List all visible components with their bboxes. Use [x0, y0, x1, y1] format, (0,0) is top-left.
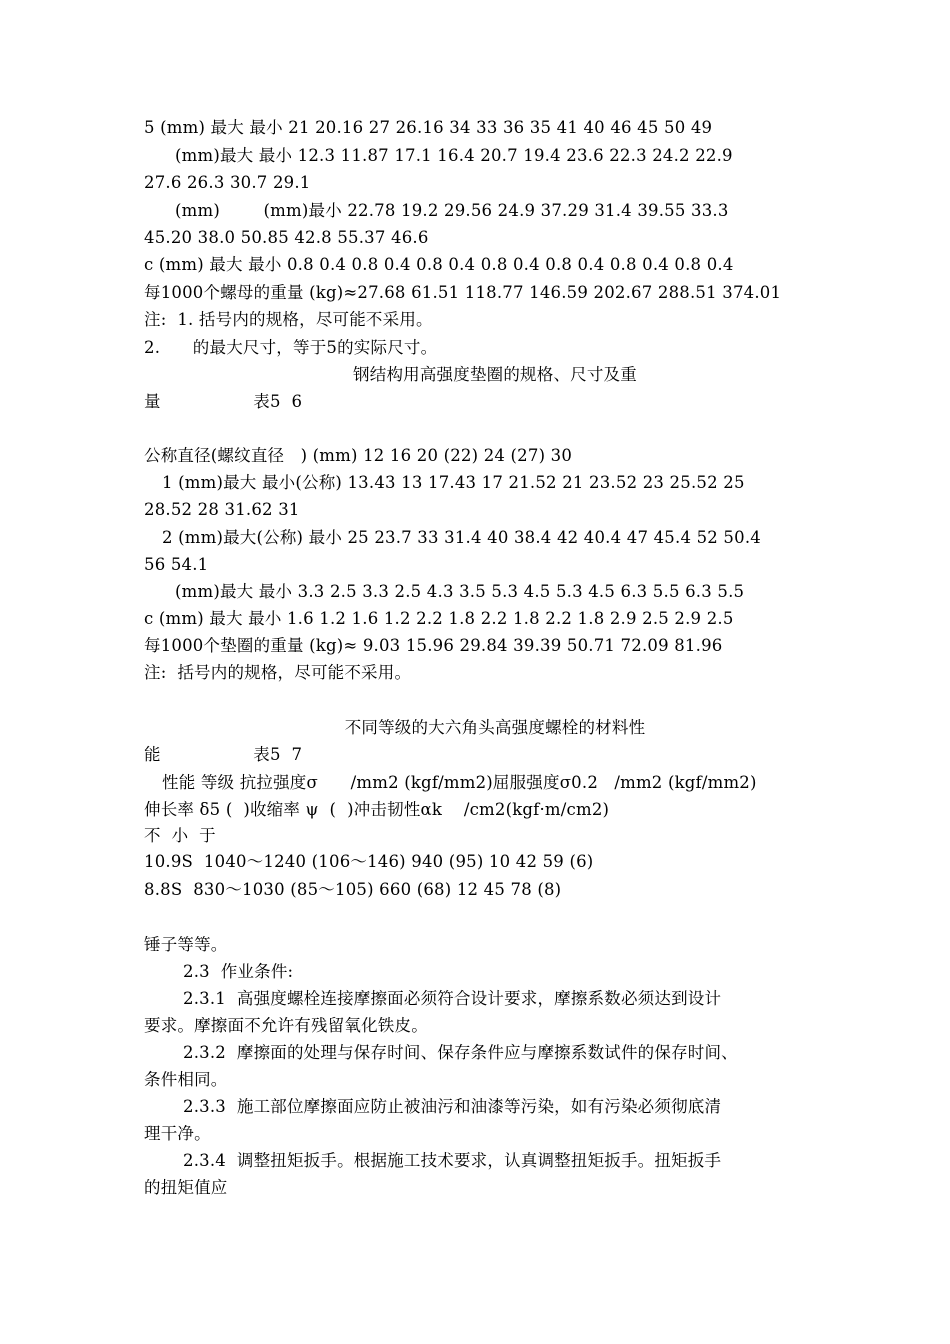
washer-table-title-line2: 量 表5 6: [144, 392, 303, 411]
washer-table-weight: 每1000个垫圈的重量 (kg)≈ 9.03 15.96 29.84 39.39 50.71 72.09 81.96: [144, 636, 723, 655]
washer-table-row-c: c (mm) 最大 最小 1.6 1.2 1.6 1.2 2.2 1.8 2.2 1.8 2.2 1.8 2.9 2.5 2.9 2.5: [144, 609, 734, 628]
washer-table-row-d2-line2: 56 54.1: [144, 555, 209, 574]
washer-table-row-d1-line2: 28.52 28 31.62 31: [144, 500, 300, 519]
nut-table-row-m-line1: (mm)最大 最小 12.3 11.87 17.1 16.4 20.7 19.4 23.6 22.3 24.2 22.9: [175, 146, 733, 165]
material-table-header-line1: 性能 等级 抗拉强度σ /mm2 (kgf/mm2)屈服强度σ0.2 /mm2 (kgf/mm2): [162, 773, 757, 792]
nut-table-row-s: 5 (mm) 最大 最小 21 20.16 27 26.16 34 33 36 35 41 40 46 45 50 49: [144, 118, 713, 137]
nut-table-note-1: 注: 1. 括号内的规格，尽可能不采用。: [144, 310, 433, 329]
section-2-3-heading: 2.3 作业条件:: [183, 962, 294, 981]
material-table-title-line1: 不同等级的大六角头高强度螺栓的材料性: [344, 718, 646, 737]
material-table-header-line2: 伸长率 δ5 ( )收缩率 ψ ( )冲击韧性αk /cm2(kgf·m/cm2): [144, 800, 610, 819]
section-2-3-1-line1: 2.3.1 高强度螺栓连接摩擦面必须符合设计要求，摩擦系数必须达到设计: [183, 989, 722, 1008]
material-table-header-line3: 不 小 于: [144, 826, 216, 845]
nut-table-row-m-line2: 27.6 26.3 30.7 29.1: [144, 173, 311, 192]
washer-table-row-d1-line1: 1 (mm)最大 最小(公称) 13.43 13 17.43 17 21.52 21 23.52 23 25.52 25: [162, 473, 745, 492]
section-2-3-4-line1: 2.3.4 调整扭矩扳手。根据施工技术要求，认真调整扭矩扳手。扭矩扳手: [183, 1151, 722, 1170]
washer-table-row-h: (mm)最大 最小 3.3 2.5 3.3 2.5 4.3 3.5 5.3 4.5 5.3 4.5 6.3 5.5 6.3 5.5: [175, 582, 745, 601]
nut-table-weight: 每1000个螺母的重量 (kg)≈27.68 61.51 118.77 146.59 202.67 288.51 374.01: [144, 283, 782, 302]
section-2-3-3-line1: 2.3.3 施工部位摩擦面应防止被油污和油漆等污染，如有污染必须彻底清: [183, 1097, 722, 1116]
nut-table-row-e-line2: 45.20 38.0 50.85 42.8 55.37 46.6: [144, 228, 429, 247]
section-2-3-2-line2: 条件相同。: [144, 1070, 228, 1089]
nut-table-row-e-line1: (mm) (mm)最小 22.78 19.2 29.56 24.9 37.29 31.4 39.55 33.3: [175, 201, 729, 220]
paragraph-tools-end: 锤子等等。: [144, 935, 228, 954]
material-table-row-10-9s: 10.9S 1040～1240 (106～146) 940 (95) 10 42 59 (6): [144, 852, 594, 871]
washer-table-row-d2-line1: 2 (mm)最大(公称) 最小 25 23.7 33 31.4 40 38.4 42 40.4 47 45.4 52 50.4: [162, 528, 761, 547]
material-table-title-line2: 能 表5 7: [144, 745, 303, 764]
section-2-3-1-line2: 要求。摩擦面不允许有残留氧化铁皮。: [144, 1016, 428, 1035]
material-table-row-8-8s: 8.8S 830～1030 (85～105) 660 (68) 12 45 78 (8): [144, 880, 562, 899]
section-2-3-4-line2: 的扭矩值应: [144, 1178, 228, 1197]
washer-table-header: 公称直径(螺纹直径 ) (mm) 12 16 20 (22) 24 (27) 30: [144, 446, 573, 465]
section-2-3-2-line1: 2.3.2 摩擦面的处理与保存时间、保存条件应与摩擦系数试件的保存时间、: [183, 1043, 738, 1062]
nut-table-note-2: 2. 的最大尺寸，等于5的实际尺寸。: [144, 338, 438, 357]
nut-table-row-c: c (mm) 最大 最小 0.8 0.4 0.8 0.4 0.8 0.4 0.8 0.4 0.8 0.4 0.8 0.4 0.8 0.4: [144, 255, 734, 274]
washer-table-note: 注: 括号内的规格，尽可能不采用。: [144, 663, 412, 682]
section-2-3-3-line2: 理干净。: [144, 1124, 211, 1143]
washer-table-title-line1: 钢结构用高强度垫圈的规格、尺寸及重: [353, 365, 637, 384]
